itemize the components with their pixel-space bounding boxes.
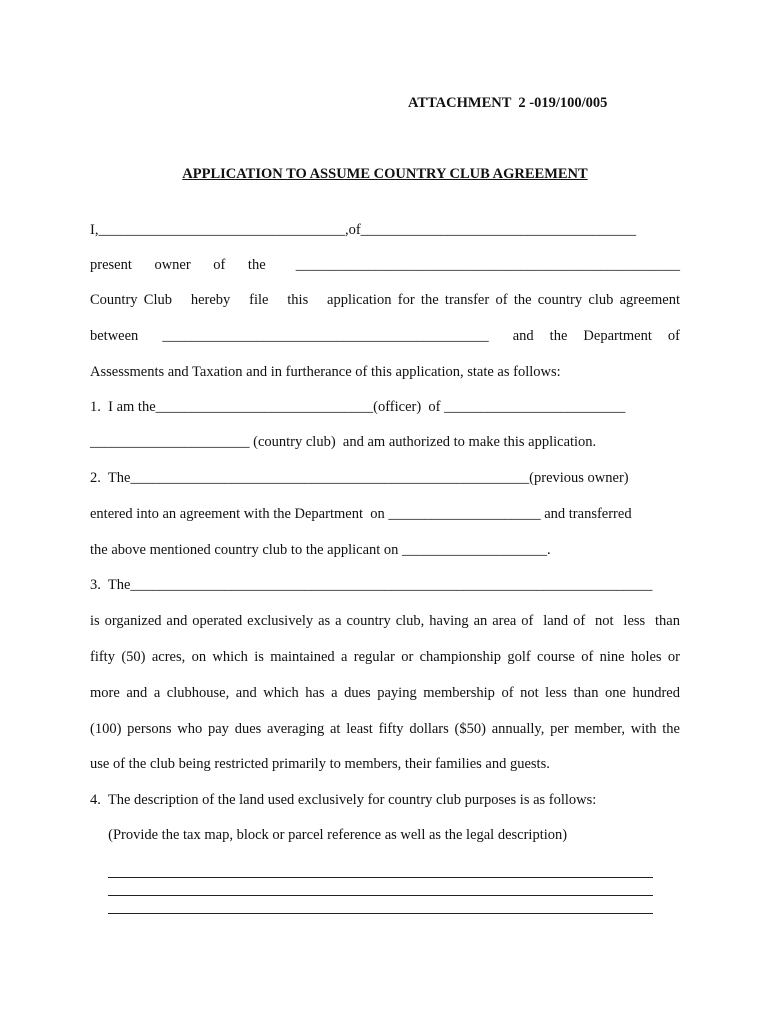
item-4-instruction-line: (Provide the tax map, block or parcel reference as well as the legal description): [90, 827, 568, 843]
item-2-previous-owner-line: 2. The_______________________________________________________(previous owner): [90, 470, 629, 486]
item-2-transfer-date-line: the above mentioned country club to the applicant on ____________________.: [90, 542, 551, 558]
attachment-number: ATTACHMENT 2 -019/100/005: [408, 95, 608, 111]
item-2-agreement-date-line: entered into an agreement with the Department on _____________________ and transferred: [90, 506, 632, 522]
form-title: APPLICATION TO ASSUME COUNTRY CLUB AGREEMENT: [182, 166, 588, 182]
item-3-text-line-5: use of the club being restricted primarily to members, their families and guests.: [90, 756, 550, 772]
application-statement-line: Country Club hereby file this application for the transfer of the country club agreement: [90, 292, 680, 308]
item-3-club-name-line: 3. The________________________________________________________________________: [90, 577, 653, 593]
item-3-text-line-3: more and a clubhouse, and which has a dues paying membership of not less than one hundred: [90, 685, 680, 701]
item-1-club-line: ______________________ (country club) and am authorized to make this application.: [90, 434, 597, 450]
owner-name-line: I,__________________________________,of______________________________________: [90, 222, 637, 238]
statement-intro-line: Assessments and Taxation and in furtherance of this application, state as follows:: [90, 364, 561, 380]
description-blank-line-1: [108, 877, 653, 878]
description-blank-line-2: [108, 895, 653, 896]
item-3-text-line-4: (100) persons who pay dues averaging at least fifty dollars ($50) annually, per member, with the: [90, 721, 680, 737]
item-3-text-line-1: is organized and operated exclusively as a country club, having an area of land of not less than: [90, 613, 680, 629]
item-4-description-line: 4. The description of the land used exclusively for country club purposes is as follows:: [90, 792, 597, 808]
item-1-officer-line: 1. I am the______________________________(officer) of _________________________: [90, 399, 626, 415]
agreement-between-line: between _____________________________________________ and the Department of: [90, 328, 680, 344]
present-owner-line: present owner of the _____________________________________________________: [90, 257, 680, 273]
item-3-text-line-2: fifty (50) acres, on which is maintained a regular or championship golf course of nine holes or: [90, 649, 680, 665]
description-blank-line-3: [108, 913, 653, 914]
